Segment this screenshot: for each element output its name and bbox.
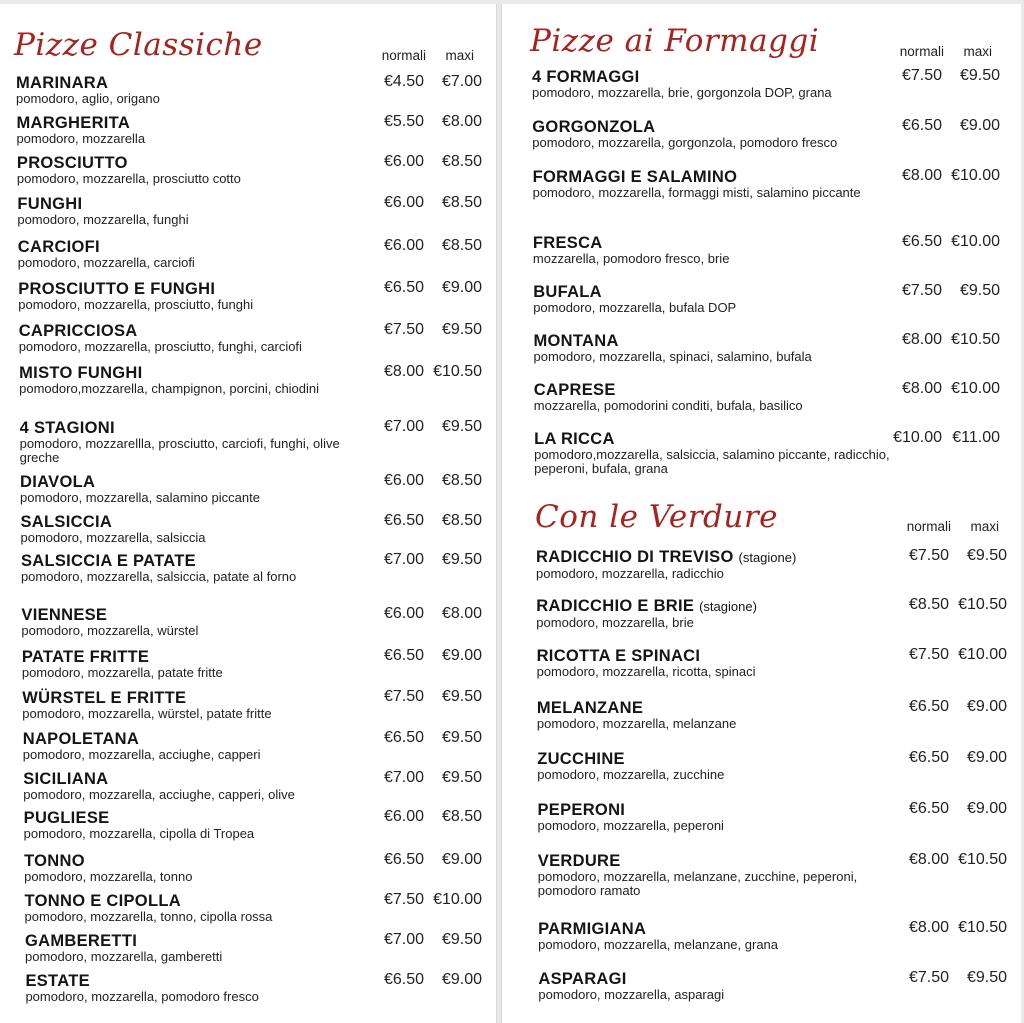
item-name — [23, 730, 373, 748]
price-maxi: €10.50 — [433, 363, 482, 380]
item-name-text: ESTATE — [25, 972, 90, 990]
item-name — [537, 750, 897, 768]
price-maxi: €8.50 — [441, 237, 482, 254]
item-name — [21, 552, 371, 570]
price-normal: €7.00 — [383, 418, 424, 435]
item-description: pomodoro, mozzarella, würstel — [21, 623, 199, 638]
price-normal: €6.00 — [383, 472, 424, 489]
price-normal: €6.50 — [908, 800, 949, 817]
item-description: pomodoro,mozzarella, salsiccia, salamino piccante, radicchio, peperoni, bufala, grana — [534, 447, 890, 476]
item-name-text: MARGHERITA — [16, 114, 131, 132]
item-description: pomodoro, mozzarella, radicchio — [536, 566, 724, 581]
item-description: pomodoro, mozzarella, cipolla di Tropea — [23, 826, 255, 841]
item-name — [23, 770, 373, 788]
price-normal: €6.50 — [901, 117, 942, 134]
price-normal: €6.50 — [383, 512, 424, 529]
price-maxi: €9.00 — [966, 698, 1007, 715]
price-normal: €6.50 — [908, 749, 949, 766]
item-description: pomodoro, mozzarella, salamino piccante — [20, 490, 260, 505]
price-maxi: €9.50 — [441, 769, 482, 786]
menu-item — [533, 283, 898, 315]
price-normal: €10.00 — [893, 429, 942, 446]
menu-item — [533, 168, 898, 200]
menu-item — [536, 548, 896, 581]
item-description: pomodoro, mozzarella, tonno — [24, 869, 193, 884]
item-description: pomodoro, mozzarella, prosciutto cotto — [16, 171, 241, 186]
price-maxi: €9.50 — [441, 931, 482, 948]
item-name — [534, 332, 899, 350]
menu-item — [537, 647, 897, 679]
item-name — [25, 972, 375, 990]
menu-item — [538, 801, 898, 833]
item-name — [21, 513, 371, 531]
menu-item — [534, 430, 899, 476]
price-normal: €7.50 — [383, 891, 424, 908]
item-name-text: NAPOLETANA — [22, 730, 140, 748]
item-description: pomodoro, mozzarella, prosciutto, funghi — [18, 297, 254, 312]
price-maxi: €9.00 — [441, 851, 482, 868]
menu-item — [16, 114, 366, 146]
price-normal: €6.00 — [383, 237, 424, 254]
section-header — [14, 27, 263, 63]
price-normal: €8.00 — [901, 331, 942, 348]
item-name — [20, 473, 370, 491]
item-description: mozzarella, pomodorini conditi, bufala, basilico — [533, 398, 803, 413]
price-normal: €8.00 — [901, 380, 942, 397]
item-name-text: BUFALA — [533, 283, 602, 301]
price-maxi: €8.50 — [441, 808, 482, 825]
menu-item — [19, 364, 369, 396]
item-description: pomodoro, mozzarella, gamberetti — [25, 949, 223, 964]
item-name-text: SALSICCIA E PATATE — [20, 552, 196, 570]
price-maxi: €9.00 — [966, 800, 1007, 817]
price-maxi: €10.00 — [951, 380, 1000, 397]
price-maxi: €10.50 — [951, 331, 1000, 348]
item-name-text: TONNO E CIPOLLA — [24, 892, 181, 910]
item-name — [533, 234, 898, 252]
section-header — [530, 23, 820, 59]
item-description: pomodoro, mozzarella, zucchine — [537, 767, 725, 782]
menu-item — [534, 381, 899, 413]
item-name-text: PEPERONI — [537, 801, 626, 819]
price-maxi: €9.50 — [441, 321, 482, 338]
menu-item — [22, 648, 372, 680]
item-name-text: LA RICCA — [534, 430, 615, 448]
price-normal: €5.50 — [383, 113, 424, 130]
price-normal: €6.00 — [383, 605, 424, 622]
price-maxi: €9.50 — [959, 282, 1000, 299]
menu-item — [23, 730, 373, 762]
item-name-text: ZUCCHINE — [537, 750, 625, 768]
item-name — [22, 648, 372, 666]
price-maxi: €10.00 — [951, 233, 1000, 250]
price-normal: €6.50 — [901, 233, 942, 250]
price-maxi: €10.50 — [958, 596, 1007, 613]
menu-item — [533, 234, 898, 266]
item-name — [18, 238, 368, 256]
item-name-text: 4 STAGIONI — [19, 419, 115, 437]
item-name — [532, 68, 897, 86]
price-maxi: €9.50 — [441, 418, 482, 435]
item-description: pomodoro, mozzarella, prosciutto, funghi, carciofi — [18, 339, 302, 354]
price-normal: €6.00 — [383, 194, 424, 211]
price-maxi: €8.50 — [441, 512, 482, 529]
item-name-text: PROSCIUTTO — [16, 154, 128, 172]
item-name-text: CARCIOFI — [17, 238, 100, 256]
menu-item — [20, 419, 370, 465]
menu-item — [22, 689, 372, 721]
price-maxi: €10.50 — [958, 851, 1007, 868]
menu-item — [17, 195, 367, 227]
item-name-text: GAMBERETTI — [25, 932, 138, 950]
item-name — [536, 597, 896, 616]
item-name — [533, 283, 898, 301]
price-normal: €7.50 — [908, 969, 949, 986]
menu-item — [18, 280, 368, 312]
item-name-text: FORMAGGI E SALAMINO — [532, 168, 738, 186]
price-normal: €6.50 — [383, 851, 424, 868]
menu-item — [17, 154, 367, 186]
item-name-text: SALSICCIA — [20, 513, 113, 531]
item-description: pomodoro, mozzarella, carciofi — [17, 255, 195, 270]
price-normal: €7.00 — [383, 769, 424, 786]
price-normal: €6.50 — [383, 647, 424, 664]
column-normal-label: normali — [899, 44, 944, 59]
item-name-text: PUGLIESE — [23, 809, 110, 827]
menu-item — [537, 699, 897, 731]
menu-item — [25, 972, 375, 1004]
item-name — [25, 892, 375, 910]
item-name-text: WÜRSTEL E FRITTE — [22, 689, 187, 707]
menu-item — [16, 74, 366, 106]
column-normal-label: normali — [381, 48, 426, 63]
item-description: pomodoro, mozzarella, melanzane, grana — [538, 937, 779, 952]
menu-item — [21, 513, 371, 545]
item-name-text: MARINARA — [16, 74, 109, 92]
menu-item — [538, 970, 898, 1002]
price-maxi: €7.00 — [441, 73, 482, 90]
price-maxi: €8.50 — [441, 194, 482, 211]
price-column-headers — [370, 48, 474, 63]
price-maxi: €10.00 — [433, 891, 482, 908]
item-name-text: PARMIGIANA — [538, 920, 647, 938]
menu-item — [25, 892, 375, 924]
item-name — [17, 195, 367, 213]
price-maxi: €9.00 — [959, 117, 1000, 134]
item-description: pomodoro, mozzarella, melanzane, zucchine, peperoni, pomodoro ramato — [537, 869, 858, 898]
item-name-text: CAPRESE — [533, 381, 616, 399]
item-name-text: 4 FORMAGGI — [532, 68, 640, 86]
price-maxi: €8.00 — [441, 113, 482, 130]
item-description: pomodoro, mozzarella, salsiccia, patate al forno — [20, 569, 297, 584]
price-maxi: €9.50 — [441, 551, 482, 568]
menu-item — [25, 932, 375, 964]
item-name-text: FUNGHI — [17, 195, 83, 213]
item-name-text: SICILIANA — [23, 770, 109, 788]
item-name-text: RICOTTA E SPINACI — [536, 647, 701, 665]
item-name — [18, 280, 368, 298]
price-normal: €8.00 — [908, 851, 949, 868]
item-description: pomodoro, mozzarella, melanzane — [536, 716, 737, 731]
item-name — [537, 647, 897, 665]
menu-item — [20, 473, 370, 505]
item-name — [538, 970, 898, 988]
menu-item — [24, 852, 374, 884]
item-name-text: VERDURE — [537, 852, 621, 870]
item-name — [537, 699, 897, 717]
item-name-text: GORGONZOLA — [532, 118, 656, 136]
price-maxi: €8.50 — [441, 472, 482, 489]
price-maxi: €9.50 — [966, 547, 1007, 564]
menu-item — [23, 770, 373, 802]
price-normal: €8.00 — [908, 919, 949, 936]
price-normal: €8.00 — [383, 363, 424, 380]
item-name-text: FRESCA — [532, 234, 603, 252]
item-name-text: TONNO — [24, 852, 85, 870]
item-description: pomodoro, mozzarella, peperoni — [537, 818, 724, 833]
item-description: pomodoro, aglio, origano — [16, 91, 160, 106]
item-name — [534, 381, 899, 399]
menu-item — [21, 606, 371, 638]
item-name — [22, 689, 372, 707]
item-description: mozzarella, pomodoro fresco, brie — [532, 251, 730, 266]
item-description: pomodoro, mozzarellla, prosciutto, carciofi, funghi, olive greche — [19, 436, 340, 465]
item-name-text: MISTO FUNGHI — [19, 364, 143, 382]
price-normal: €7.50 — [383, 321, 424, 338]
price-maxi: €8.00 — [441, 605, 482, 622]
price-maxi: €9.50 — [966, 969, 1007, 986]
item-name — [24, 809, 374, 827]
item-name-text: MONTANA — [533, 332, 619, 350]
price-maxi: €9.00 — [441, 647, 482, 664]
item-description: pomodoro, mozzarella, bufala DOP — [533, 300, 737, 315]
price-normal: €6.00 — [383, 808, 424, 825]
item-name — [16, 114, 366, 132]
price-normal: €6.50 — [908, 698, 949, 715]
menu-item — [532, 68, 897, 100]
item-name-text: PATATE FRITTE — [21, 648, 150, 666]
item-name-text: CAPRICCIOSA — [18, 322, 138, 340]
price-normal: €7.50 — [901, 282, 942, 299]
item-name-text: RADICCHIO E BRIE — [536, 597, 695, 615]
price-normal: €7.00 — [383, 931, 424, 948]
item-name — [536, 548, 896, 567]
item-note: (stagione) — [699, 599, 757, 614]
price-normal: €7.50 — [908, 547, 949, 564]
item-description: pomodoro, mozzarella, ricotta, spinaci — [536, 664, 756, 679]
price-maxi: €9.00 — [441, 971, 482, 988]
item-name — [25, 932, 375, 950]
menu-item — [536, 597, 896, 630]
menu-item — [537, 750, 897, 782]
item-description: pomodoro, mozzarella, patate fritte — [21, 665, 223, 680]
column-maxi-label: maxi — [970, 519, 999, 534]
column-maxi-label: maxi — [963, 44, 992, 59]
price-normal: €8.50 — [908, 596, 949, 613]
menu-item — [538, 920, 898, 952]
item-name-text: VIENNESE — [21, 606, 108, 624]
item-name — [16, 74, 366, 92]
price-normal: €8.00 — [901, 167, 942, 184]
item-name — [534, 430, 899, 448]
item-description: pomodoro,mozzarella, champignon, porcini, chiodini — [19, 381, 320, 396]
price-maxi: €9.50 — [959, 67, 1000, 84]
item-description: pomodoro, mozzarella, tonno, cipolla rossa — [24, 909, 273, 924]
item-name — [19, 364, 369, 382]
menu-item — [19, 322, 369, 354]
menu-page-left — [0, 4, 497, 1023]
item-name-text: DIAVOLA — [20, 473, 96, 491]
price-column-headers — [888, 44, 992, 59]
price-normal: €7.00 — [383, 551, 424, 568]
item-description: pomodoro, mozzarella, pomodoro fresco — [25, 989, 259, 1004]
item-name — [20, 419, 370, 437]
price-normal: €7.50 — [908, 646, 949, 663]
menu-item — [534, 332, 899, 364]
item-description: pomodoro, mozzarella, funghi — [17, 212, 189, 227]
price-maxi: €8.50 — [441, 153, 482, 170]
item-name — [17, 154, 367, 172]
menu-item — [532, 118, 897, 150]
price-maxi: €9.00 — [441, 279, 482, 296]
price-normal: €4.50 — [383, 73, 424, 90]
item-description: pomodoro, mozzarella, würstel, patate fritte — [22, 706, 272, 721]
price-column-headers — [895, 519, 999, 534]
price-maxi: €11.00 — [952, 429, 1000, 446]
item-description: pomodoro, mozzarella, brie — [536, 615, 694, 630]
item-name-text: ASPARAGI — [538, 970, 627, 988]
item-name-text: MELANZANE — [536, 699, 644, 717]
menu-item — [538, 852, 898, 898]
menu-item — [21, 552, 371, 584]
item-note: (stagione) — [738, 550, 797, 565]
item-description: pomodoro, mozzarella, asparagi — [538, 987, 725, 1002]
menu-page-right — [501, 4, 1021, 1023]
item-description: pomodoro, mozzarella, salsiccia — [20, 530, 206, 545]
price-maxi: €10.00 — [958, 646, 1007, 663]
price-normal: €6.00 — [383, 153, 424, 170]
price-normal: €6.50 — [383, 971, 424, 988]
menu-item — [24, 809, 374, 841]
section-title: Con le Verdure — [535, 499, 778, 535]
item-name — [538, 852, 898, 870]
price-maxi: €9.50 — [441, 729, 482, 746]
column-maxi-label: maxi — [445, 48, 474, 63]
item-description: pomodoro, mozzarella, acciughe, capperi — [22, 747, 261, 762]
price-maxi: €10.00 — [951, 167, 1000, 184]
item-description: pomodoro, mozzarella, acciughe, capperi, olive — [23, 787, 295, 802]
item-name — [538, 920, 898, 938]
item-description: pomodoro, mozzarella — [16, 131, 146, 146]
price-normal: €7.50 — [901, 67, 942, 84]
price-normal: €7.50 — [383, 688, 424, 705]
section-title: Pizze Classiche — [14, 27, 263, 63]
price-normal: €6.50 — [383, 279, 424, 296]
item-description: pomodoro, mozzarella, gorgonzola, pomodoro fresco — [532, 135, 838, 150]
price-maxi: €10.50 — [958, 919, 1007, 936]
item-name — [533, 168, 898, 186]
item-name-text: RADICCHIO DI TREVISO — [536, 548, 734, 566]
section-title: Pizze ai Formaggi — [530, 23, 820, 59]
column-normal-label: normali — [906, 519, 951, 534]
item-name — [19, 322, 369, 340]
price-maxi: €9.00 — [966, 749, 1007, 766]
section-header — [535, 499, 778, 535]
item-name — [21, 606, 371, 624]
menu-item — [18, 238, 368, 270]
item-name — [538, 801, 898, 819]
item-description: pomodoro, mozzarella, spinaci, salamino, bufala — [533, 349, 812, 364]
item-description: pomodoro, mozzarella, brie, gorgonzola DOP, grana — [532, 85, 832, 100]
item-name-text: PROSCIUTTO E FUNGHI — [18, 280, 216, 298]
item-description: pomodoro, mozzarella, formaggi misti, salamino piccante — [532, 185, 861, 200]
price-maxi: €9.50 — [441, 688, 482, 705]
price-normal: €6.50 — [383, 729, 424, 746]
item-name — [24, 852, 374, 870]
item-name — [532, 118, 897, 136]
